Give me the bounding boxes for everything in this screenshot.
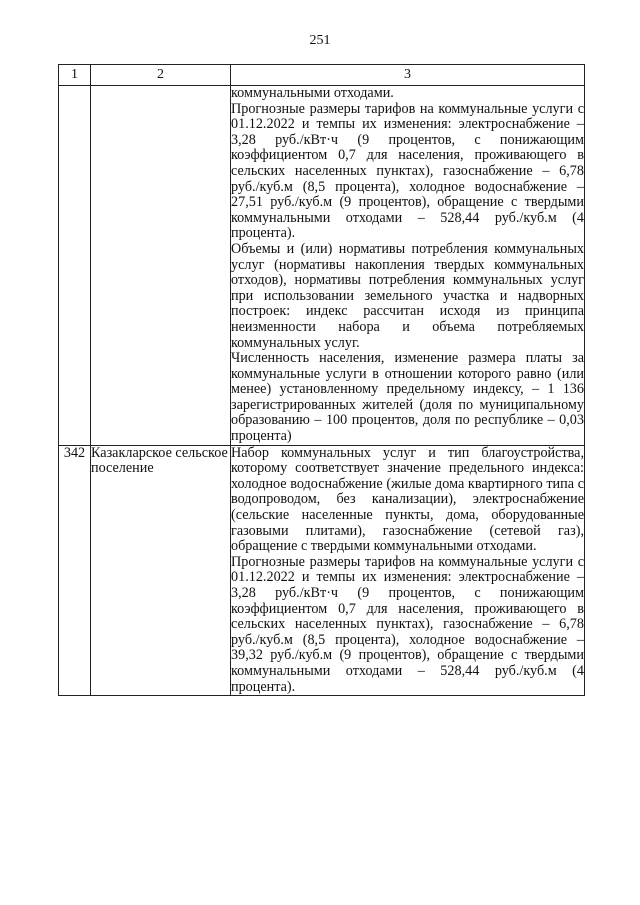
row-number: 342 [59, 445, 91, 696]
table-row [59, 86, 585, 446]
content-paragraph: Набор коммунальных услуг и тип благоустройства, которому соответствует значение предельного индекса: холодное водоснабжение (жилые дома квартирного типа с водопроводом, без канализации), электроснабжение (сельские населенные пункты, дома, оборудованные газовыми плитами), газоснабжение (сетевой газ), обращение с твердыми коммунальными отходами. [231, 444, 584, 555]
content-paragraph: Прогнозные размеры тарифов на коммунальные услуги с 01.12.2022 и темпы их изменения: электроснабжение – 3,28 руб./кВт·ч (9 процентов, с понижающим коэффициентом 0,7 для населения, проживающего в сельских населенных пунктах), газоснабжение – 6,78 руб./куб.м (8,5 процента), холодное водоснабжение – 27,51 руб./куб.м (9 процентов), обращение с твердыми коммунальными отходами – 528,44 руб./куб.м (4 процента). [231, 100, 584, 242]
tariff-table [58, 64, 585, 696]
content-paragraph: Объемы и (или) нормативы потребления коммунальных услуг (нормативы накопления твердых коммунальных отходов), нормативы потребления коммунальных услуг при использовании земельного участка и надворных построек: индекс рассчитан исходя из принципа неизменности набора и объема потребляемых коммунальных услуг. [231, 240, 584, 351]
content-paragraph: коммунальными отходами. [231, 85, 394, 101]
table-row [59, 445, 585, 696]
settlement-name [91, 86, 231, 446]
row-content [231, 445, 585, 696]
table-header-row [59, 65, 585, 86]
column-header-2: 2 [91, 65, 231, 86]
column-header-1: 1 [59, 65, 91, 86]
content-paragraph: Численность населения, изменение размера платы за коммунальные услуги в отношении которого равно (или менее) установленному предельному индексу, – 1 136 зарегистрированных жителей (доля по муниципальному образованию – 100 процентов, доля по республике – 0,03 процента) [231, 350, 584, 445]
column-header-3: 3 [231, 65, 585, 86]
settlement-name: Казакларское сельское поселение [91, 445, 231, 696]
row-content [231, 86, 585, 446]
row-number [59, 86, 91, 446]
content-paragraph: Прогнозные размеры тарифов на коммунальные услуги с 01.12.2022 и темпы их изменения: электроснабжение – 3,28 руб./кВт·ч (9 процентов, с понижающим коэффициентом 0,7 для населения, проживающего в сельских населенных пунктах), газоснабжение – 6,78 руб./куб.м (8,5 процента), холодное водоснабжение – 39,32 руб./куб.м (9 процентов), обращение с твердыми коммунальными отходами – 528,44 руб./куб.м (4 процента). [231, 553, 584, 695]
page-number: 251 [309, 33, 331, 48]
